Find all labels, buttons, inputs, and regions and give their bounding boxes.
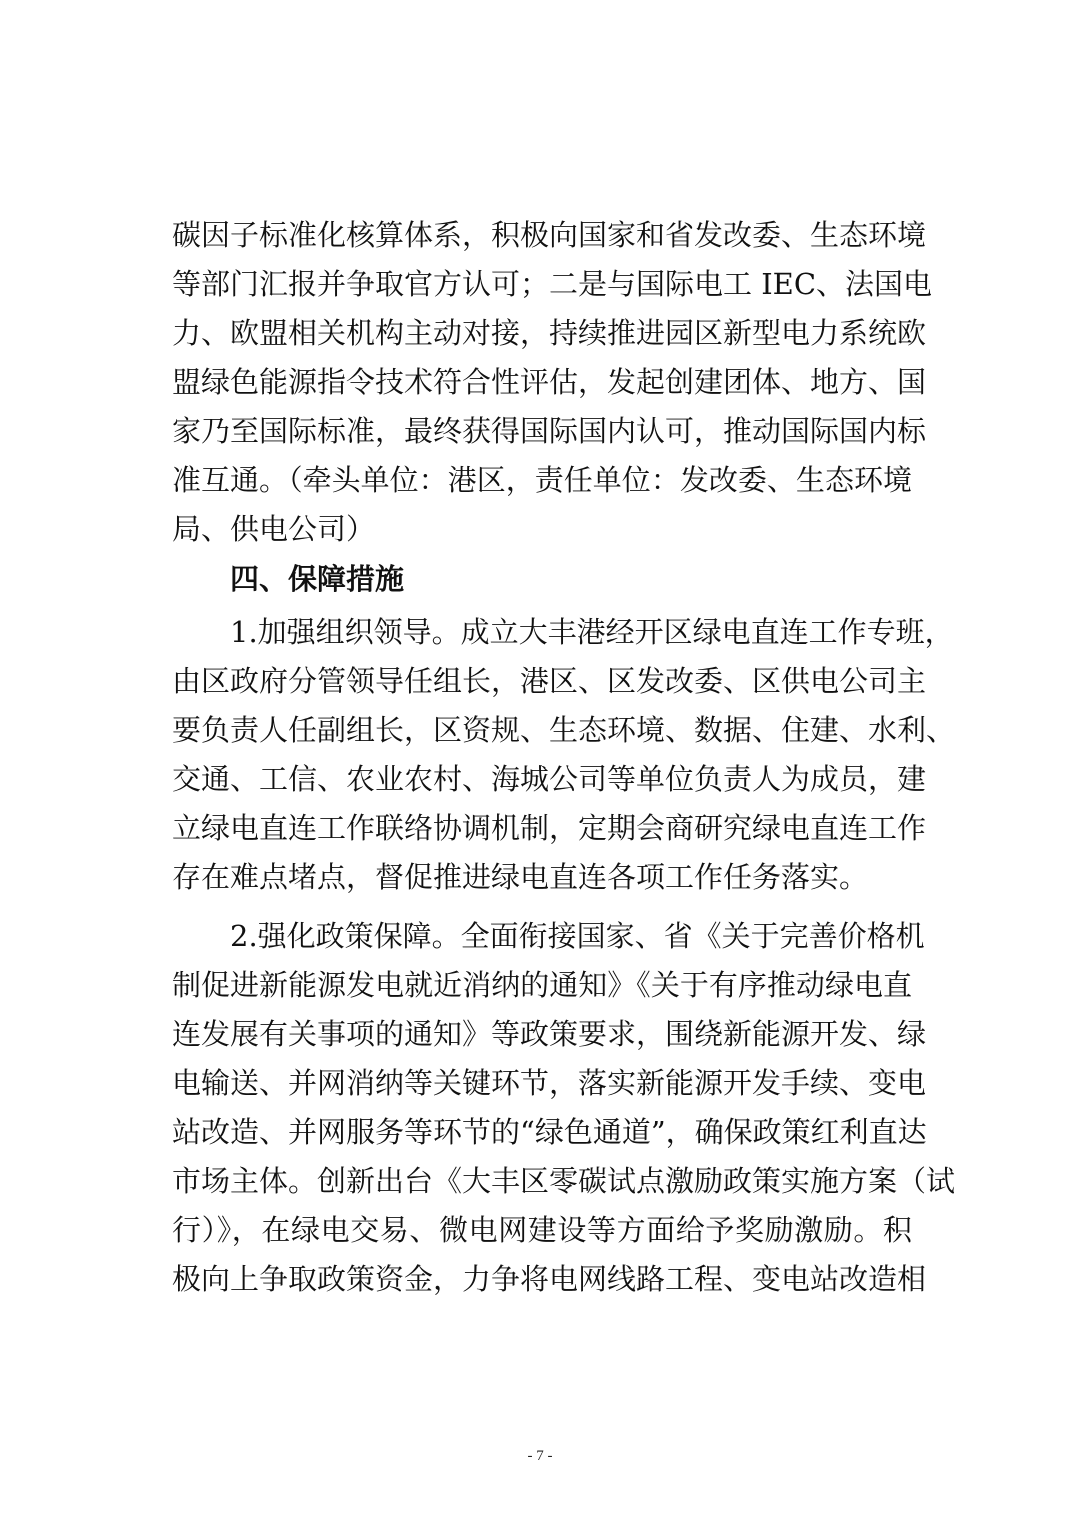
page-number: - 7 - [527, 1448, 553, 1464]
paragraph-2-line-6: 存在难点堵点，督促推进绿电直连各项工作任务落实。 [172, 860, 869, 894]
paragraph-3-line-2: 制促进新能源发电就近消纳的通知》《关于有序推动绿电直 [172, 968, 912, 1002]
paragraph-1-line-4: 盟绿色能源指令技术符合性评估，发起创建团体、地方、国 [172, 365, 927, 399]
paragraph-2-line-2: 由区政府分管领导任组长，港区、区发改委、区供电公司主 [172, 664, 927, 698]
paragraph-1-line-5: 家乃至国际标准，最终获得国际国内认可，推动国际国内标 [172, 414, 927, 448]
paragraph-2-line-1: 1.加强组织领导。成立大丰港经开区绿电直连工作专班， [230, 615, 954, 649]
paragraph-2-line-4: 交通、工信、农业农村、海城公司等单位负责人为成员，建 [172, 762, 927, 796]
paragraph-3-line-4: 电输送、并网消纳等关键环节，落实新能源开发手续、变电 [172, 1066, 927, 1100]
paragraph-1-line-2: 等部门汇报并争取官方认可；二是与国际电工 IEC、法国电 [172, 267, 933, 301]
paragraph-3-line-6: 市场主体。创新出台《大丰区零碳试点激励政策实施方案（试 [172, 1164, 956, 1198]
paragraph-2-line-3: 要负责人任副组长，区资规、生态环境、数据、住建、水利、 [172, 713, 956, 747]
paragraph-1-line-1: 碳因子标准化核算体系，积极向国家和省发改委、生态环境 [172, 218, 927, 252]
paragraph-1-line-7: 局、供电公司） [172, 512, 376, 546]
paragraph-3-line-8: 极向上争取政策资金，力争将电网线路工程、变电站改造相 [172, 1262, 927, 1296]
paragraph-1-line-6: 准互通。（牵头单位：港区，责任单位：发改委、生态环境 [172, 463, 912, 497]
paragraph-3-line-3: 连发展有关事项的通知》等政策要求，围绕新能源开发、绿 [172, 1017, 927, 1051]
paragraph-3-line-5: 站改造、并网服务等环节的“绿色通道”，确保政策红利直达 [172, 1115, 927, 1149]
paragraph-3-line-1: 2.强化政策保障。全面衔接国家、省《关于完善价格机 [230, 919, 925, 953]
paragraph-3-line-7: 行）》，在绿电交易、微电网建设等方面给予奖励激励。积 [172, 1213, 912, 1247]
paragraph-2-line-5: 立绿电直连工作联络协调机制，定期会商研究绿电直连工作 [172, 811, 927, 845]
paragraph-1-line-3: 力、欧盟相关机构主动对接，持续推进园区新型电力系统欧 [172, 316, 927, 350]
section-heading: 四、保障措施 [230, 562, 405, 596]
